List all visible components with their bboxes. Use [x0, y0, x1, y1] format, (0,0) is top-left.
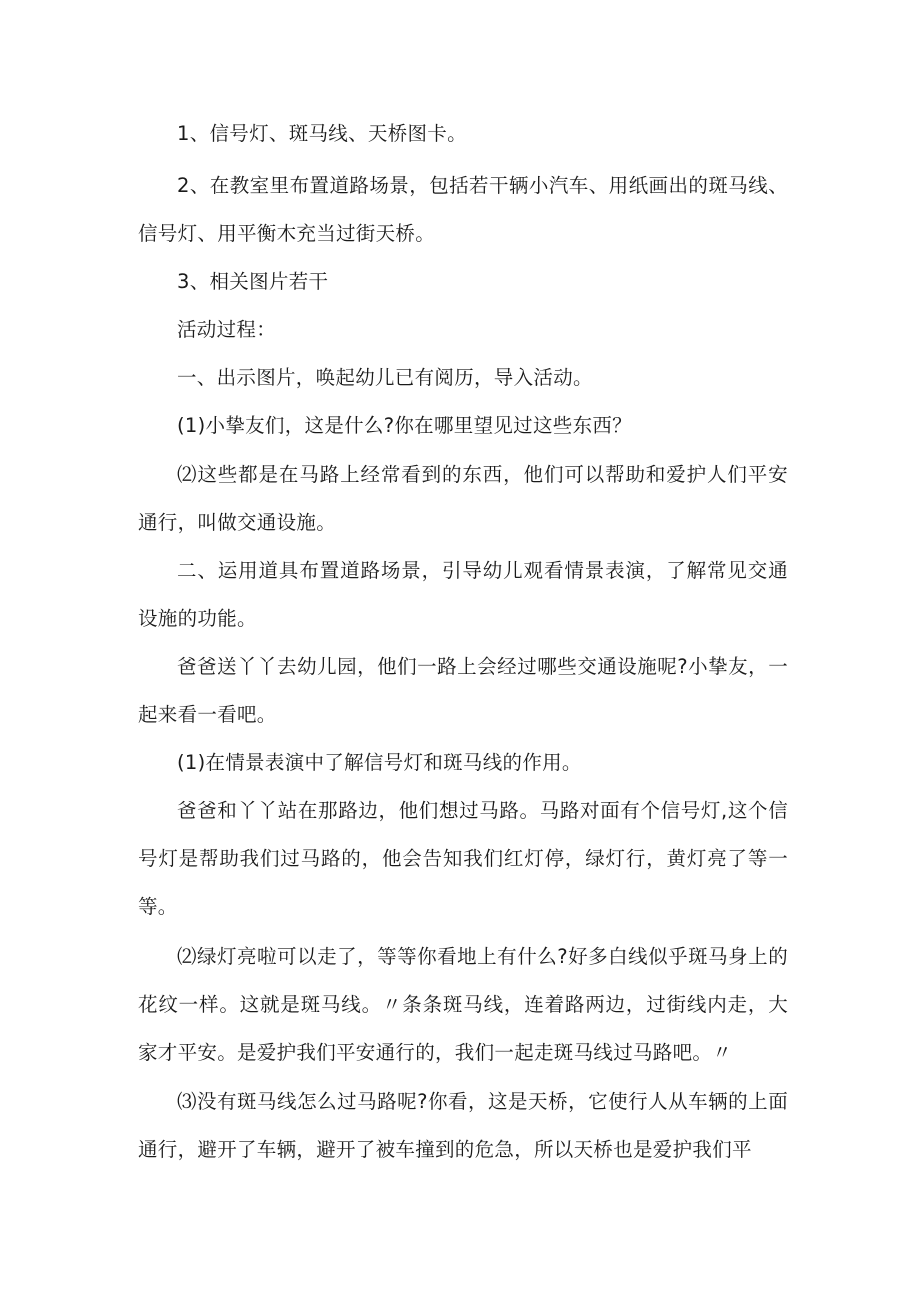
paragraph-step-1-2: ⑵这些都是在马路上经常看到的东西，他们可以帮助和爱护人们平安通行，叫做交通设施。: [138, 463, 788, 534]
paragraph-step-2-1: (1)在情景表演中了解信号灯和斑马线的作用。: [177, 751, 582, 774]
paragraph-materials-3: 3、相关图片若干: [177, 270, 329, 293]
section-heading-process: 活动过程：: [177, 318, 277, 341]
paragraph-overpass: ⑶没有斑马线怎么过马路呢?你看，这是天桥，它使行人从车辆的上面通行，避开了车辆，避开了被车撞到的危急，所以天桥也是爱护我们平: [138, 1090, 788, 1161]
paragraph-materials-1: 1、信号灯、斑马线、天桥图卡。: [177, 122, 467, 145]
paragraph-step-1-1: (1)小挚友们，这是什么?你在哪里望见过这些东西？: [177, 414, 632, 437]
step-heading-2: 二、运用道具布置道路场景，引导幼儿观看情景表演，了解常见交通设施的功能。: [138, 559, 788, 630]
paragraph-traffic-light: 爸爸和丫丫站在那路边，他们想过马路。马路对面有个信号灯,这个信号灯是帮助我们过马路的，他会告知我们红灯停，绿灯行，黄灯亮了等一等。: [138, 799, 788, 918]
step-heading-1: 一、出示图片，唤起幼儿已有阅历，导入活动。: [177, 366, 593, 389]
paragraph-zebra-crossing: ⑵绿灯亮啦可以走了，等等你看地上有什么?好多白线似乎斑马身上的花纹一样。这就是斑马线。〃条条斑马线，连着路两边，过街线内走，大家才平安。是爱护我们平安通行的，我们一起走斑马线过马路吧。〃: [138, 945, 788, 1064]
paragraph-materials-2: 2、在教室里布置道路场景，包括若干辆小汽车、用纸画出的斑马线、信号灯、用平衡木充当过街天桥。: [138, 174, 788, 245]
paragraph-step-2-intro: 爸爸送丫丫去幼儿园，他们一路上会经过哪些交通设施呢?小挚友，一起来看一看吧。: [138, 655, 788, 726]
